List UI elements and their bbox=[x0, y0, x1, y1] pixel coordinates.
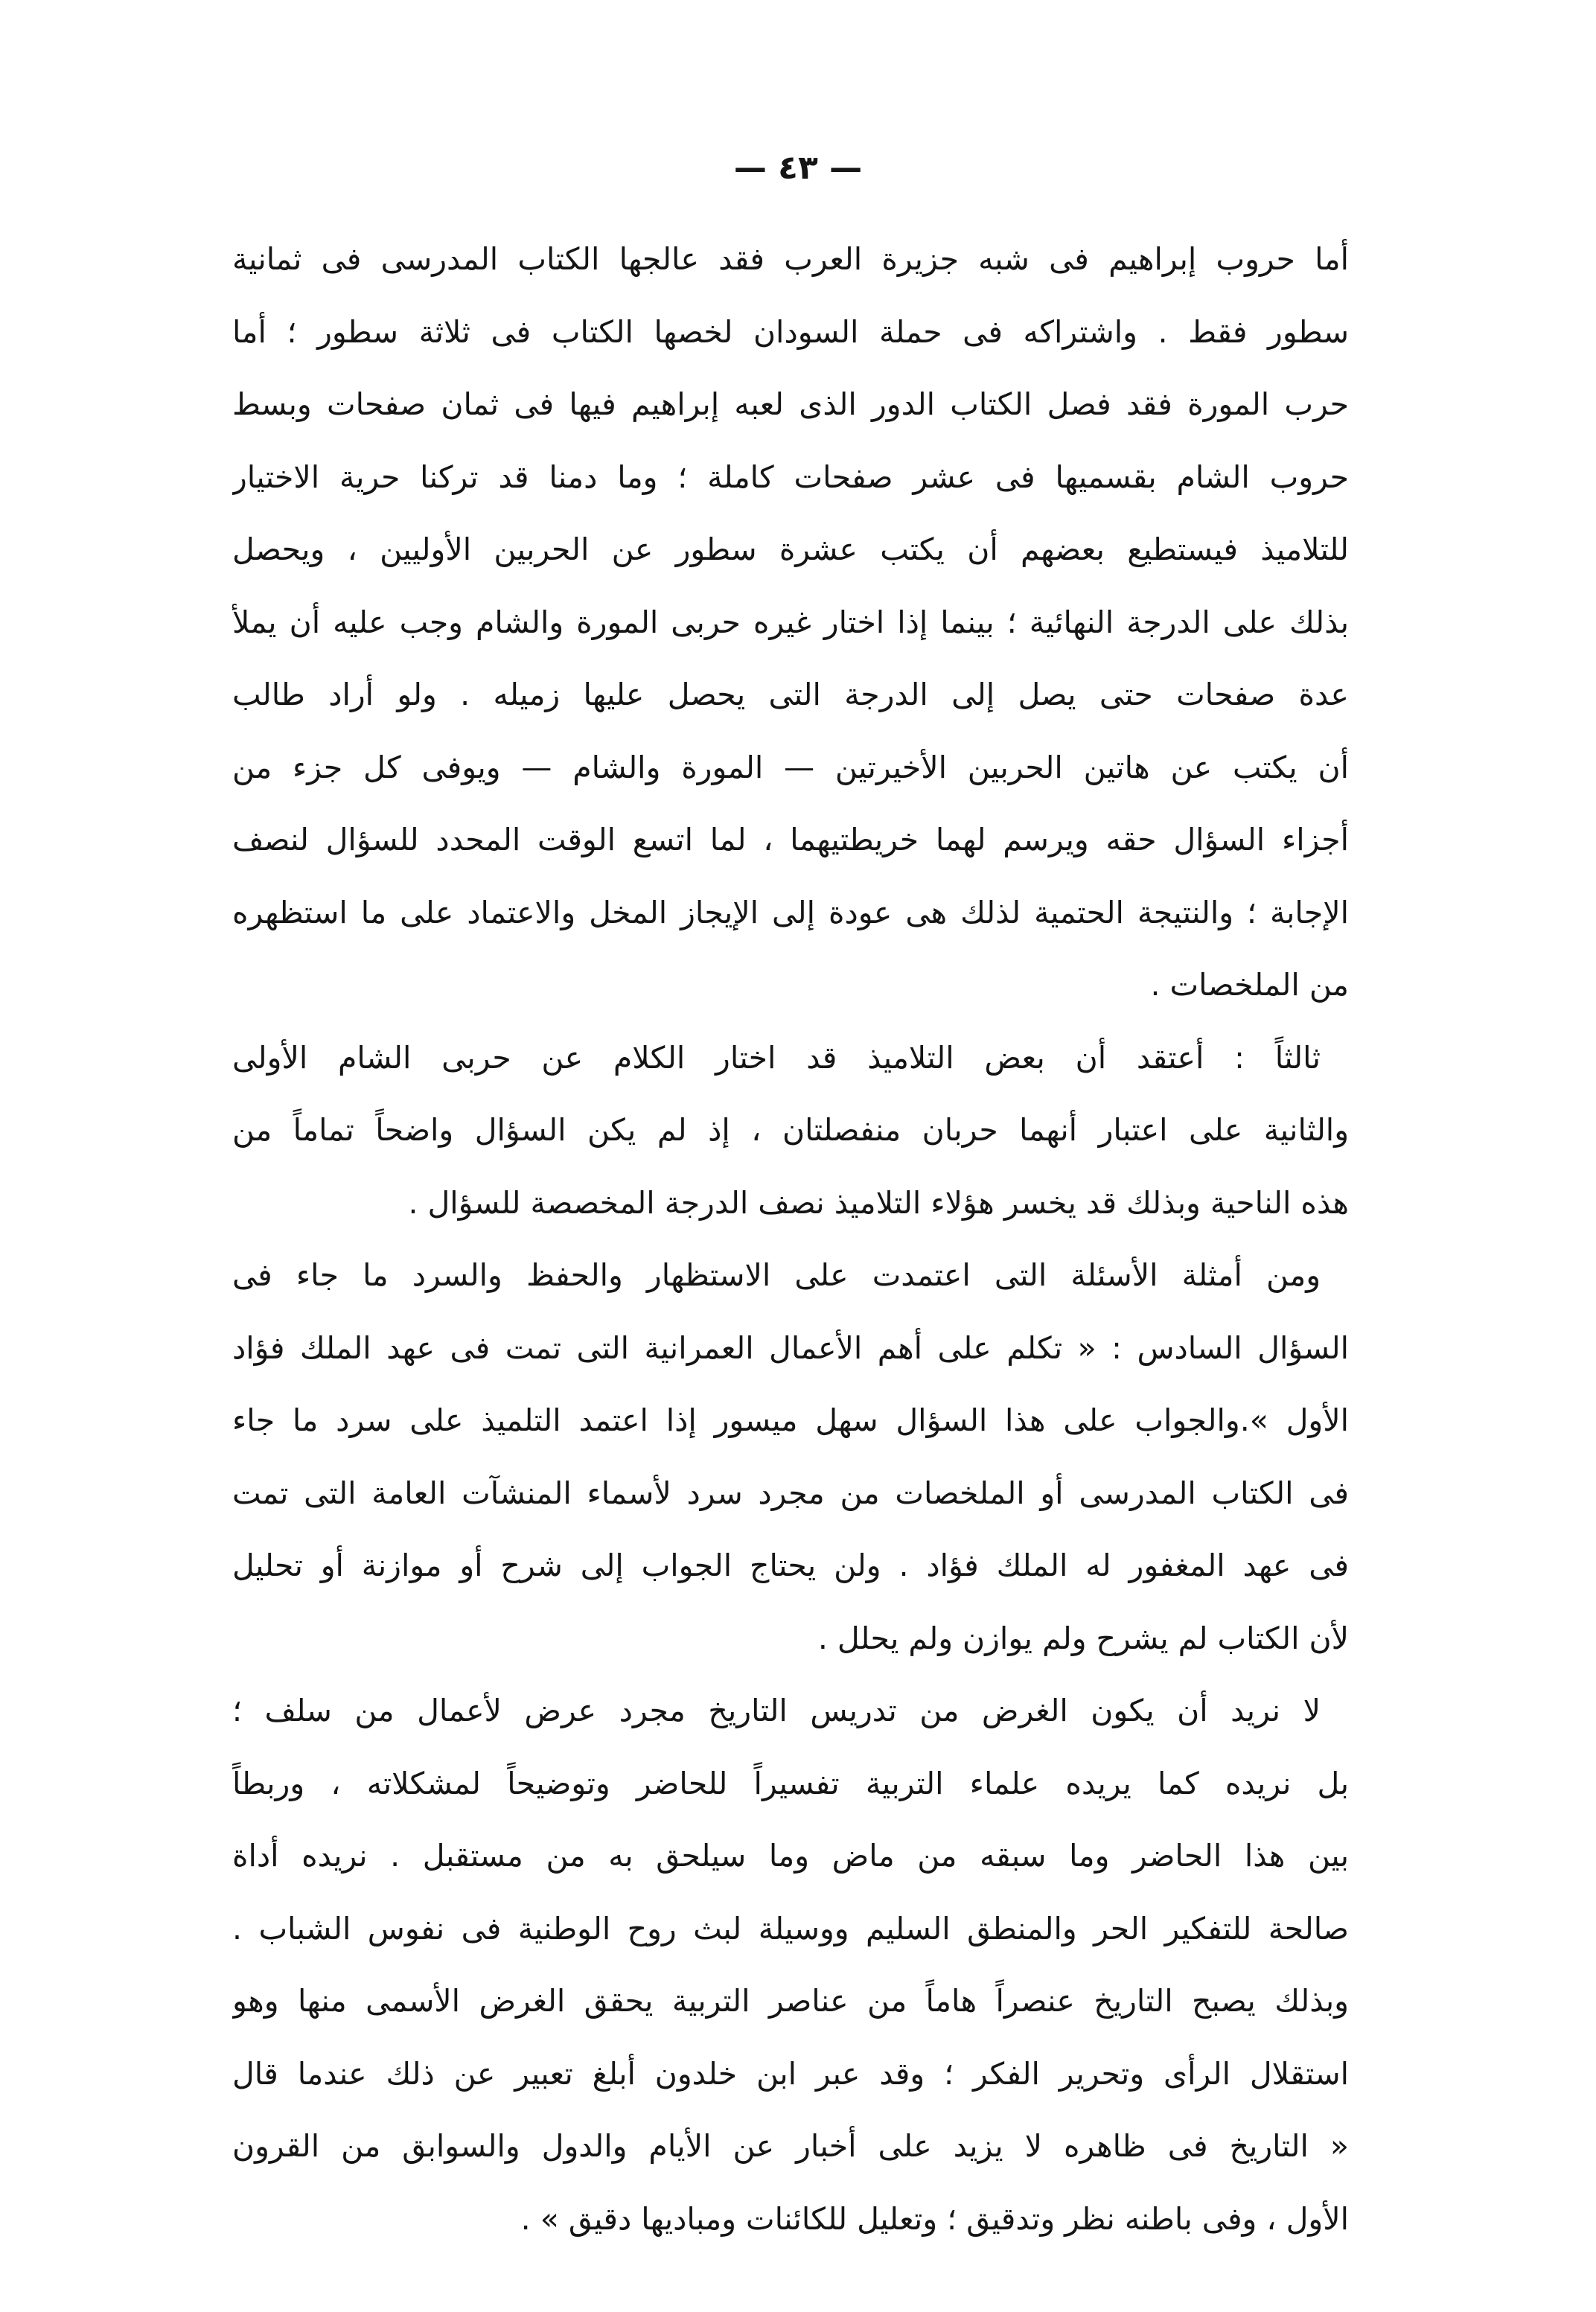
text-line: والثانية على اعتبار أنهما حربان منفصلتان ، إذ لم يكن السؤال واضحاً تماماً من bbox=[232, 1112, 1349, 1148]
text-line: الأول ، وفى باطنه نظر وتدقيق ؛ وتعليل للكائنات ومباديها دقيق » . bbox=[520, 2200, 1349, 2237]
text-line: السؤال السادس : « تكلم على أهم الأعمال العمرانية التى تمت فى عهد الملك فؤاد bbox=[232, 1329, 1349, 1366]
text-line: عدة صفحات حتى يصل إلى الدرجة التى يحصل عليها زميله . ولو أراد طالب bbox=[232, 677, 1349, 712]
paragraph-4 bbox=[232, 1675, 1349, 2255]
text-line: سطور فقط . واشتراكه فى حملة السودان لخصها الكتاب فى ثلاثة سطور ؛ أما bbox=[232, 313, 1349, 350]
page-number: — ٤٣ — bbox=[733, 149, 863, 187]
text-line: أما حروب إبراهيم فى شبه جزيرة العرب فقد عالجها الكتاب المدرسى فى ثمانية bbox=[232, 241, 1349, 277]
text-line: بين هذا الحاضر وما سبقه من ماض وما سيلحق به من مستقبل . نريده أداة bbox=[232, 1838, 1349, 1874]
text-line: أن يكتب عن هاتين الحربين الأخيرتين — المورة والشام — ويوفى كل جزء من bbox=[232, 749, 1349, 785]
text-line: بذلك على الدرجة النهائية ؛ بينما إذا اختار غيره حربى المورة والشام وجب عليه أن يملأ bbox=[232, 604, 1349, 640]
text-line: لأن الكتاب لم يشرح ولم يوازن ولم يحلل . bbox=[817, 1620, 1349, 1656]
text-line: وبذلك يصبح التاريخ عنصراً هاماً من عناصر التربية يحقق الغرض الأسمى منها وهو bbox=[232, 1983, 1349, 2019]
text-line: حروب الشام بقسميها فى عشر صفحات كاملة ؛ وما دمنا قد تركنا حرية الاختيار bbox=[232, 459, 1349, 495]
text-line: هذه الناحية وبذلك قد يخسر هؤلاء التلاميذ نصف الدرجة المخصصة للسؤال . bbox=[408, 1184, 1349, 1221]
text-line: الأول ».والجواب على هذا السؤال سهل ميسور إذا اعتمد التلميذ على سرد ما جاء bbox=[232, 1402, 1349, 1438]
text-line: صالحة للتفكير الحر والمنطق السليم ووسيلة لبث روح الوطنية فى نفوس الشباب . bbox=[232, 1910, 1349, 1947]
text-line: ومن أمثلة الأسئلة التى اعتمدت على الاستظهار والحفظ والسرد ما جاء فى bbox=[232, 1257, 1321, 1293]
text-line: « التاريخ فى ظاهره لا يزيد على أخبار عن الأيام والدول والسوابق من القرون bbox=[232, 2128, 1349, 2164]
text-line: فى الكتاب المدرسى أو الملخصات من مجرد سرد لأسماء المنشآت العامة التى تمت bbox=[232, 1475, 1349, 1511]
text-line: الإجابة ؛ والنتيجة الحتمية لذلك هى عودة إلى الإيجاز المخل والاعتماد على ما استظهره bbox=[232, 894, 1349, 930]
text-line: حرب المورة فقد فصل الكتاب الدور الذى لعبه إبراهيم فيها فى ثمان صفحات وبسط bbox=[232, 386, 1349, 422]
paragraph-3 bbox=[232, 1239, 1349, 1675]
paragraph-2 bbox=[232, 1022, 1349, 1240]
paragraph-1 bbox=[232, 223, 1349, 1022]
text-line: بل نريده كما يريده علماء التربية تفسيراً للحاضر وتوضيحاً لمشكلاته ، وربطاً bbox=[232, 1765, 1349, 1801]
text-line: لا نريد أن يكون الغرض من تدريس التاريخ مجرد عرض لأعمال من سلف ؛ bbox=[232, 1693, 1321, 1728]
text-line: فى عهد المغفور له الملك فؤاد . ولن يحتاج الجواب إلى شرح أو موازنة أو تحليل bbox=[232, 1548, 1349, 1583]
body-text bbox=[232, 223, 1349, 2255]
text-line: استقلال الرأى وتحرير الفكر ؛ وقد عبر ابن خلدون أبلغ تعبير عن ذلك عندما قال bbox=[232, 2055, 1349, 2092]
text-line: ثالثاً : أعتقد أن بعض التلاميذ قد اختار الكلام عن حربى الشام الأولى bbox=[232, 1039, 1321, 1076]
text-line: أجزاء السؤال حقه ويرسم لهما خريطتيهما ، لما اتسع الوقت المحدد للسؤال لنصف bbox=[232, 822, 1349, 858]
text-line: للتلاميذ فيستطيع بعضهم أن يكتب عشرة سطور عن الحربين الأوليين ، ويحصل bbox=[232, 531, 1349, 567]
text-line: من الملخصات . bbox=[1150, 967, 1349, 1003]
